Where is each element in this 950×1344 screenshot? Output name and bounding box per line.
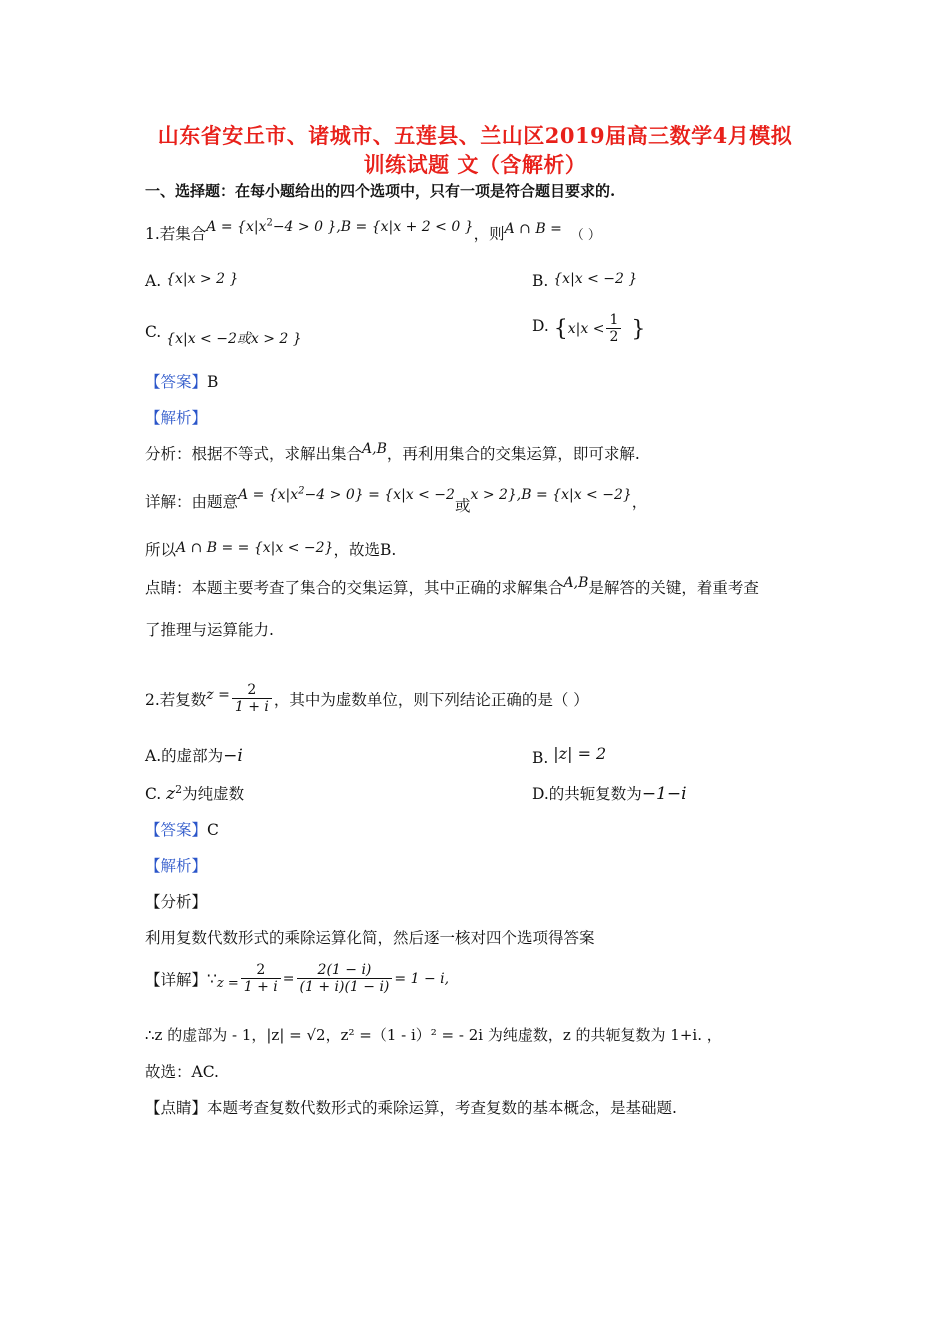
q1-suoyi-math: A ∩ B = = {x|x < −2} [176,540,334,556]
q2-option-a [145,744,243,766]
q1-option-d-left-brace: { [553,316,568,342]
q1-option-d-right-brace: } [631,316,646,342]
q1-option-b-label: B. [532,272,549,290]
q1-intersection: A ∩ B = [504,221,562,237]
q2-guxuan: 故选：AC. [145,1063,219,1081]
q1-dianjing-prefix: 点睛：本题主要考查了集合的交集运算，其中正确的求解集合 [145,579,564,597]
q1-xiangjie-or: 或 [454,497,471,515]
q1-set-a: A = {x|x [206,219,267,235]
q2-option-c-exponent: 2 [175,782,183,796]
q1-fenxi [145,442,640,464]
q1-sets: $A = \{x|x^2-4 > 0$ },B = {x|x + 2 < 0 } [206,217,474,235]
q2-xiangjie-fraction-1-denominator: 1 + i [241,978,281,996]
q1-suoyi-prefix: 所以 [145,541,177,559]
q1-stem-mid: ，则 [473,225,505,243]
q1-set-a-tail: −4 > 0 },B = {x|x + 2 < 0 } [272,219,474,235]
q1-option-d-denominator: 2 [606,328,621,346]
q1-option-d-numerator: 1 [609,312,619,328]
q1-option-d-label: D. [532,317,549,335]
q2-option-a-math: −i [223,746,243,766]
q1-stem [145,217,601,244]
q2-xiangjie-label: 【详解】 [145,971,208,989]
q1-answer-value: B [207,373,219,391]
q2-option-c [145,782,244,804]
q1-suoyi [145,538,396,560]
q1-dianjing-line-2: 了推理与运算能力. [145,621,274,639]
q1-analysis-label: 【解析】 [145,409,208,427]
q2-fenxi-text: 利用复数代数形式的乘除运算化简，然后逐一核对四个选项得答案 [145,929,595,947]
q2-stem-prefix: 2.若复数 [145,691,207,709]
q2-option-d-text: D.的共轭复数为 [532,785,642,803]
q2-option-d [532,782,687,804]
q1-option-b [532,272,637,290]
q2-answer-label: 【答案】 [145,821,208,839]
q2-therefore-line: ∴z 的虚部为 - 1，|z| = √2，z² =（1 - i）² = - 2i 为纯虚数，z 的共轭复数为 1+i. ， [145,1026,722,1044]
q1-xiangjie-tail: ， [631,493,648,511]
q1-fenxi-ab: A,B [362,441,387,457]
q1-option-a-value: {x|x > 2 } [166,271,239,287]
q1-option-d-value: x|x < [567,321,605,337]
q1-dianjing [145,576,759,598]
q2-xiangjie-z: z = [216,975,239,991]
q1-xiangjie-math-1-text: A = {x|x [238,487,299,503]
q1-dianjing-tail: 是解答的关键，着重考查 [588,579,759,597]
q1-xiangjie-math-2-text: −4 > 0} = {x|x < −2 [304,487,455,503]
q1-option-a [145,272,238,290]
q2-fraction [232,682,272,716]
q2-xiangjie-tail: = 1 − i, [394,971,450,987]
q2-xiangjie-fraction-2-numerator: 2(1 − i) [317,962,372,978]
q1-fenxi-tail: ，再利用集合的交集运算，即可求解. [386,445,640,463]
q2-answer [145,818,219,840]
q2-xiangjie-fraction-2 [297,962,393,996]
q2-fraction-numerator: 2 [247,682,257,698]
q2-because-symbol: ∵ [207,970,217,988]
q1-answer-label: 【答案】 [145,373,208,391]
q2-stem-tail: ，其中为虚数单位，则下列结论正确的是（ ） [273,691,589,709]
q1-option-b-value: {x|x < −2 } [553,271,638,287]
q1-xiangjie-math-3: x > 2},B = {x|x < −2} [470,487,632,503]
q1-dianjing-ab: A,B [563,575,589,591]
q1-option-c [145,322,302,347]
q2-fraction-denominator: 1 + i [232,698,272,716]
q2-z-equals: z = [206,687,230,703]
q1-answer [145,370,218,392]
q2-xiangjie-fraction-2-denominator: (1 + i)(1 − i) [297,978,393,996]
q2-analysis-label: 【解析】 [145,857,208,875]
q2-option-a-text: A.的虚部为 [145,747,224,765]
q2-xiangjie-equals: = [282,971,295,987]
q1-xiangjie-math-1: $A = \{x|x^2-4 > 0\} = \{x|x < -2$ [238,485,455,503]
q1-xiangjie-prefix: 详解：由题意 [145,493,239,511]
q2-option-c-label: C. [145,785,162,803]
q1-option-d-fraction [606,312,621,346]
q1-fenxi-text: 分析：根据不等式，求解出集合 [145,445,363,463]
q1-stem-prefix: 1.若集合 [145,225,207,243]
q1-suoyi-tail: ，故选B. [333,541,397,559]
q2-option-b-label: B. [532,749,549,767]
q1-paren: （ ） [570,228,601,243]
q2-option-d-math: −1−i [641,784,687,804]
q1-xiangjie [145,485,648,515]
q2-xiangjie [145,962,449,996]
q2-option-b [532,744,607,767]
q2-dianjing: 【点睛】本题考查复数代数形式的乘除运算，考查复数的基本概念，是基础题. [145,1099,677,1117]
q2-answer-value: C [207,821,219,839]
q1-option-c-value: {x|x < −2或x > 2 } [166,331,302,347]
q2-option-b-math: |z| = 2 [553,744,607,763]
q2-fenxi-label: 【分析】 [145,893,208,911]
q1-option-c-label: C. [145,323,162,341]
q2-xiangjie-fraction-1-numerator: 2 [256,962,266,978]
q1-option-a-label: A. [145,272,162,290]
q1-option-d [532,312,645,346]
q2-xiangjie-fraction-1 [241,962,281,996]
q2-stem [145,682,589,716]
document-title-line-1: 山东省安丘市、诸城市、五莲县、兰山区2019届高三数学4月模拟 [157,123,793,148]
section-heading: 一、选择题：在每小题给出的四个选项中，只有一项是符合题目要求的. [145,182,616,200]
document-title-line-2: 训练试题 文（含解析） [363,152,587,177]
q2-option-c-math: z [166,784,176,804]
q2-option-c-tail: 为纯虚数 [182,785,245,803]
